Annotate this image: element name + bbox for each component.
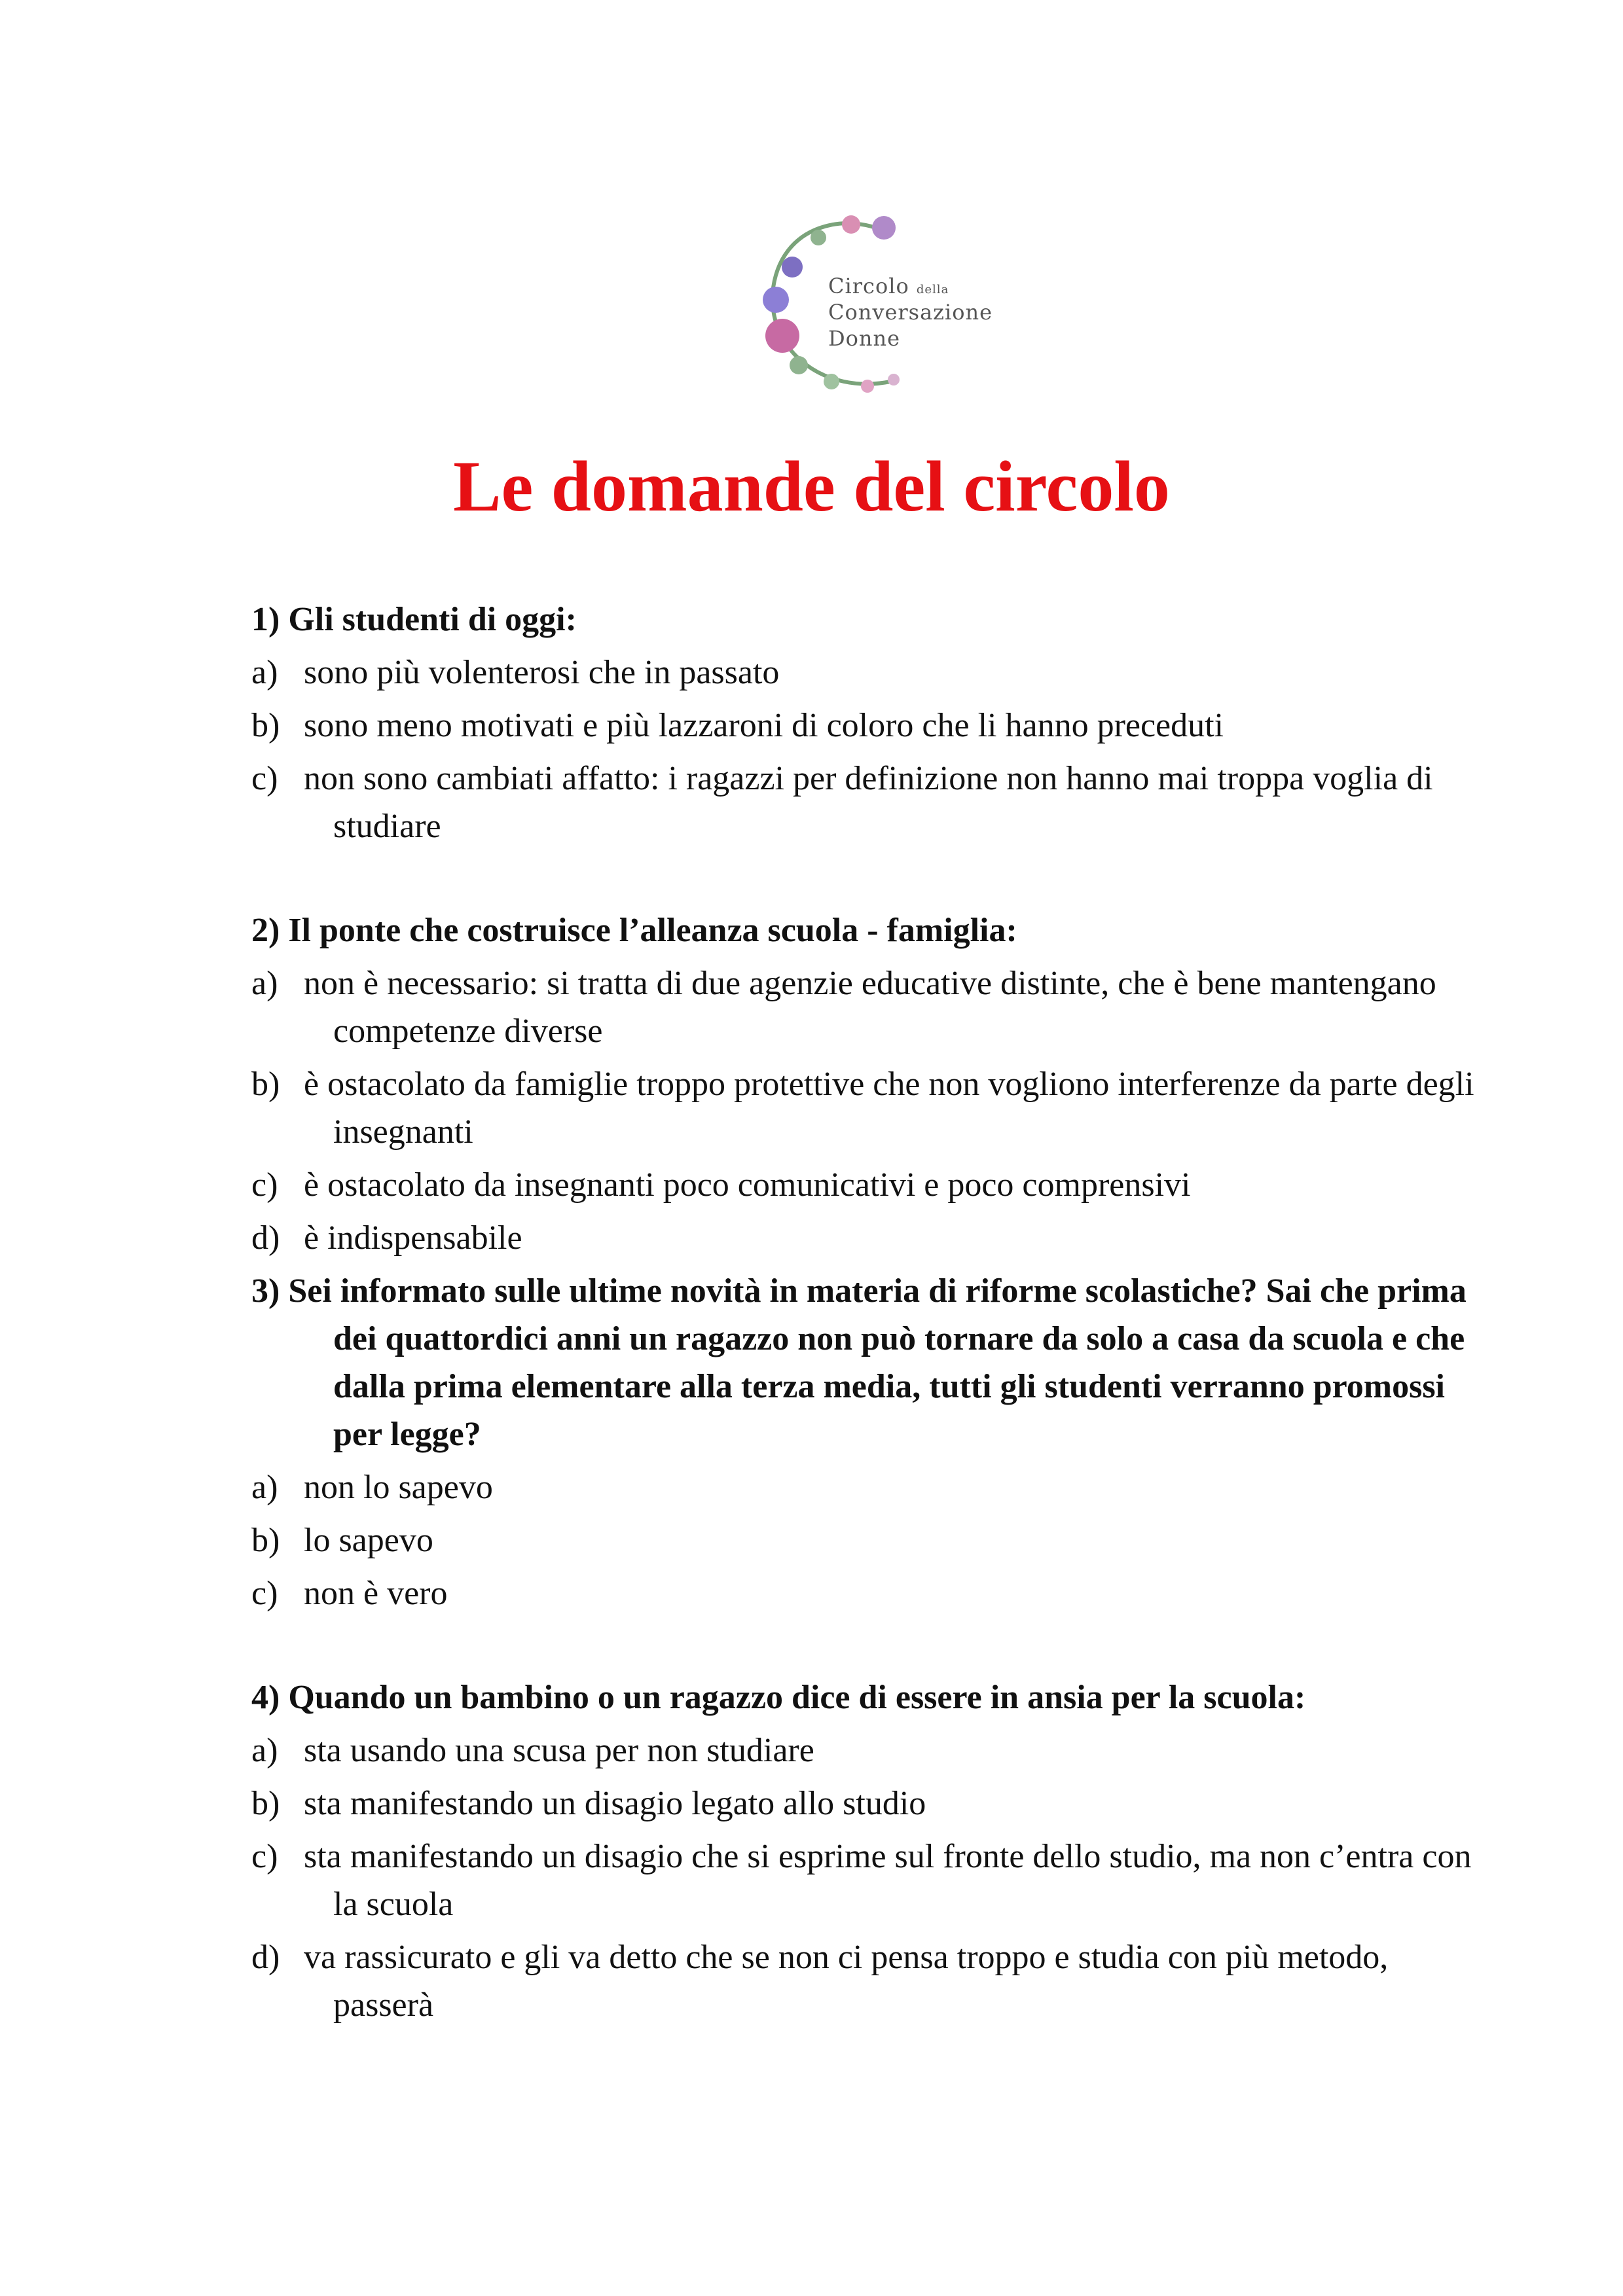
logo-line-2: Conversazione — [828, 300, 993, 325]
question-text: 4) Quando un bambino o un ragazzo dice di essere in ansia per la scuola: — [251, 1679, 1306, 1716]
question-text: 1) Gli studenti di oggi: — [251, 601, 577, 638]
answer-option: b) sta manifestando un disagio legato allo studio — [251, 1785, 926, 1822]
answer-option: a) sono più volenterosi che in passato — [251, 654, 780, 691]
questions-list — [251, 596, 1495, 2034]
answer-option: a) non è necessario: si tratta di due agenzie educative distinte, che è bene mantengano competenze diverse — [251, 965, 1436, 1050]
answer-option: c) non sono cambiati affatto: i ragazzi per definizione non hanno mai troppa voglia di studiare — [251, 760, 1433, 845]
answer-option: d) è indispensabile — [251, 1219, 522, 1257]
logo-line-1: Circolo della — [828, 274, 949, 298]
answer-option: b) sono meno motivati e più lazzaroni di coloro che li hanno preceduti — [251, 707, 1224, 744]
question-block-3 — [251, 1267, 1495, 1617]
answer-option: d) va rassicurato e gli va detto che se non ci pensa troppo e studia con più metodo, passerà — [251, 1939, 1389, 2024]
answer-option: c) è ostacolato da insegnanti poco comunicativi e poco comprensivi — [251, 1166, 1191, 1204]
answer-option: c) sta manifestando un disagio che si esprime sul fronte dello studio, ma non c’entra con la scuola — [251, 1838, 1472, 1923]
question-text: 2) Il ponte che costruisce l’alleanza scuola - famiglia: — [251, 912, 1017, 949]
question-text: 3) Sei informato sulle ultime novità in materia di riforme scolastiche? Sai che prima dei quattordici anni un ragazzo non può tornare da solo a casa da scuola e che dalla prima elementare alla terza media, tutti gli studenti verranno promossi per legge? — [251, 1272, 1467, 1453]
question-block-4 — [251, 1674, 1495, 2029]
answer-option: a) non lo sapevo — [251, 1469, 493, 1506]
answer-option: a) sta usando una scusa per non studiare — [251, 1732, 814, 1769]
logo — [753, 208, 1028, 404]
answer-option: c) non è vero — [251, 1575, 448, 1612]
question-block-1 — [251, 596, 1495, 850]
answer-option: b) lo sapevo — [251, 1522, 433, 1559]
page-title: Le domande del circolo — [453, 446, 1170, 526]
answer-option: b) è ostacolato da famiglie troppo protettive che non vogliono interferenze da parte degli insegnanti — [251, 1066, 1474, 1151]
logo-line-3: Donne — [828, 326, 901, 351]
question-block-2 — [251, 906, 1495, 1262]
